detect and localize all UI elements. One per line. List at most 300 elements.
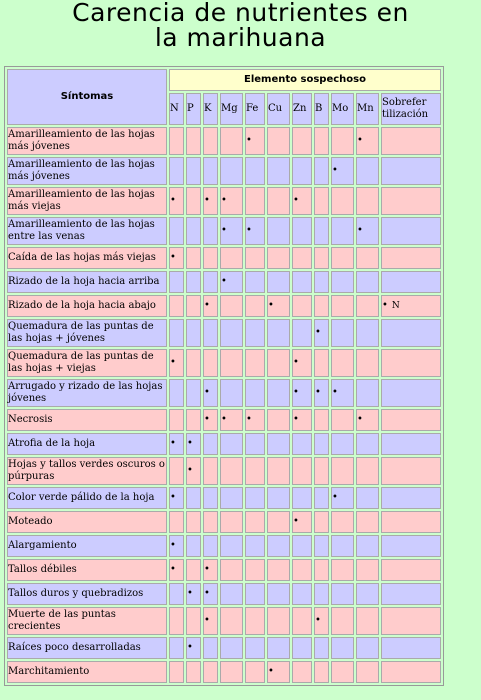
table-row <box>7 157 441 185</box>
mark-cell <box>220 511 243 533</box>
symptom-label: Tallos débiles <box>7 559 167 581</box>
mark-cell <box>169 607 184 635</box>
mark-cell <box>220 637 243 659</box>
mark-cell <box>267 661 290 683</box>
symptom-label: Muerte de las puntas crecientes <box>7 607 167 635</box>
mark-cell <box>314 127 329 155</box>
symptom-label: Raíces poco desarrolladas <box>7 637 167 659</box>
mark-cell <box>292 607 312 635</box>
mark-dot: • <box>221 225 227 236</box>
mark-cell <box>169 637 184 659</box>
mark-cell <box>331 187 354 215</box>
mark-cell <box>331 217 354 245</box>
mark-cell <box>203 535 218 557</box>
mark-cell <box>186 559 201 581</box>
mark-cell <box>220 409 243 431</box>
symptom-label: Hojas y tallos verdes oscuros o púrpuras <box>7 457 167 485</box>
mark-cell <box>292 349 312 377</box>
mark-cell <box>331 247 354 269</box>
mark-cell <box>356 319 379 347</box>
table-row <box>7 127 441 155</box>
symptom-label: Marchitamiento <box>7 661 167 683</box>
mark-dot: • <box>293 387 299 398</box>
table-row <box>7 607 441 635</box>
mark-dot: • <box>293 516 299 527</box>
mark-cell <box>314 607 329 635</box>
mark-cell <box>186 487 201 509</box>
mark-cell <box>267 559 290 581</box>
mark-cell <box>220 217 243 245</box>
mark-cell <box>292 433 312 455</box>
mark-cell <box>220 379 243 407</box>
mark-cell <box>356 661 379 683</box>
column-header: Zn <box>292 93 312 125</box>
mark-cell <box>267 187 290 215</box>
mark-cell <box>203 511 218 533</box>
mark-cell <box>169 433 184 455</box>
mark-cell <box>331 157 354 185</box>
mark-cell <box>186 379 201 407</box>
mark-cell <box>203 247 218 269</box>
mark-cell <box>186 637 201 659</box>
mark-cell <box>314 217 329 245</box>
mark-dot: • <box>293 357 299 368</box>
mark-cell <box>356 379 379 407</box>
column-header: Cu <box>267 93 290 125</box>
mark-dot: • <box>332 387 338 398</box>
mark-cell <box>169 379 184 407</box>
mark-cell <box>381 379 441 407</box>
symptom-label: Atrofia de la hoja <box>7 433 167 455</box>
symptom-label: Necrosis <box>7 409 167 431</box>
mark-dot: • <box>204 300 210 311</box>
mark-cell <box>245 661 265 683</box>
symptom-label: Tallos duros y quebradizos <box>7 583 167 605</box>
mark-cell <box>381 583 441 605</box>
mark-cell <box>314 535 329 557</box>
mark-dot: • <box>170 438 176 449</box>
table-row <box>7 409 441 431</box>
mark-cell <box>245 511 265 533</box>
mark-cell <box>331 295 354 317</box>
mark-cell <box>169 271 184 293</box>
mark-cell <box>381 511 441 533</box>
mark-cell <box>267 157 290 185</box>
mark-cell <box>267 607 290 635</box>
mark-dot: • <box>293 195 299 206</box>
mark-dot: • <box>221 195 227 206</box>
mark-cell <box>314 583 329 605</box>
mark-dot: • <box>357 225 363 236</box>
mark-cell <box>314 637 329 659</box>
table-row <box>7 379 441 407</box>
mark-cell <box>314 319 329 347</box>
mark-dot: • <box>170 357 176 368</box>
mark-cell <box>245 487 265 509</box>
mark-cell <box>245 349 265 377</box>
mark-dot: • <box>170 564 176 575</box>
mark-cell <box>169 127 184 155</box>
mark-cell <box>203 661 218 683</box>
mark-dot: • <box>187 642 193 653</box>
mark-cell <box>169 157 184 185</box>
mark-cell <box>356 127 379 155</box>
mark-cell <box>220 457 243 485</box>
mark-cell <box>292 583 312 605</box>
mark-cell <box>245 607 265 635</box>
table-row <box>7 559 441 581</box>
mark-cell <box>186 433 201 455</box>
mark-cell <box>381 457 441 485</box>
mark-dot: • <box>187 438 193 449</box>
mark-cell <box>331 583 354 605</box>
table-row <box>7 271 441 293</box>
mark-cell <box>220 187 243 215</box>
mark-cell <box>267 457 290 485</box>
mark-cell <box>356 535 379 557</box>
mark-cell <box>331 127 354 155</box>
mark-cell <box>356 583 379 605</box>
page-title-line-1: Carencia de nutrientes en <box>72 0 409 27</box>
mark-cell <box>203 637 218 659</box>
symptom-label: Quemadura de las puntas de las hojas + jóvenes <box>7 319 167 347</box>
table-row <box>7 217 441 245</box>
mark-dot: • <box>204 195 210 206</box>
mark-cell <box>381 349 441 377</box>
mark-cell <box>314 457 329 485</box>
mark-cell <box>203 379 218 407</box>
mark-cell <box>267 271 290 293</box>
table-row <box>7 637 441 659</box>
mark-cell <box>169 487 184 509</box>
mark-cell <box>186 511 201 533</box>
mark-cell <box>331 349 354 377</box>
mark-cell <box>169 217 184 245</box>
mark-cell <box>169 247 184 269</box>
mark-cell <box>292 559 312 581</box>
mark-dot: • <box>246 225 252 236</box>
mark-cell <box>331 379 354 407</box>
mark-cell <box>245 535 265 557</box>
mark-dot: • <box>170 492 176 503</box>
mark-cell <box>292 187 312 215</box>
mark-cell <box>331 319 354 347</box>
mark-dot: • <box>357 135 363 146</box>
mark-cell <box>203 607 218 635</box>
mark-cell <box>245 559 265 581</box>
table-row <box>7 661 441 683</box>
mark-cell <box>245 433 265 455</box>
mark-cell <box>331 607 354 635</box>
mark-cell <box>331 457 354 485</box>
mark-cell <box>203 127 218 155</box>
symptom-label: Color verde pálido de la hoja <box>7 487 167 509</box>
column-header: Mn <box>356 93 379 125</box>
mark-cell <box>186 157 201 185</box>
mark-cell <box>169 661 184 683</box>
mark-cell <box>356 511 379 533</box>
mark-dot: • <box>293 414 299 425</box>
mark-dot: • <box>204 615 210 626</box>
mark-dot: • <box>268 300 274 311</box>
mark-cell <box>245 247 265 269</box>
nutrient-deficiency-table <box>4 66 444 686</box>
mark-dot: • <box>332 165 338 176</box>
mark-dot: • <box>332 492 338 503</box>
mark-cell <box>314 247 329 269</box>
mark-cell <box>186 661 201 683</box>
mark-cell <box>267 535 290 557</box>
column-header: Mg <box>220 93 243 125</box>
mark-cell <box>267 637 290 659</box>
column-header: K <box>203 93 218 125</box>
symptom-label: Caída de las hojas más viejas <box>7 247 167 269</box>
mark-cell <box>169 583 184 605</box>
mark-dot: • <box>357 414 363 425</box>
mark-cell <box>267 583 290 605</box>
mark-cell <box>267 127 290 155</box>
column-header: N <box>169 93 184 125</box>
table-row <box>7 247 441 269</box>
table-row <box>7 535 441 557</box>
mark-cell <box>314 271 329 293</box>
mark-cell <box>314 379 329 407</box>
mark-dot: • <box>187 588 193 599</box>
mark-cell <box>381 127 441 155</box>
mark-dot: • <box>221 276 227 287</box>
mark-cell <box>220 271 243 293</box>
symptom-label: Amarilleamiento de las hojas más jóvenes <box>7 157 167 185</box>
mark-cell <box>267 379 290 407</box>
mark-dot: • <box>246 414 252 425</box>
mark-cell <box>292 319 312 347</box>
mark-cell <box>267 349 290 377</box>
mark-cell <box>331 487 354 509</box>
mark-cell <box>245 127 265 155</box>
symptom-label: Alargamiento <box>7 535 167 557</box>
symptom-label: Quemadura de las puntas de las hojas + viejas <box>7 349 167 377</box>
mark-cell <box>314 511 329 533</box>
mark-cell <box>381 187 441 215</box>
mark-cell <box>220 535 243 557</box>
mark-cell <box>331 661 354 683</box>
mark-cell <box>381 433 441 455</box>
mark-cell <box>314 559 329 581</box>
mark-dot: • <box>170 195 176 206</box>
table-row <box>7 319 441 347</box>
mark-cell <box>186 535 201 557</box>
mark-cell <box>203 295 218 317</box>
mark-cell <box>356 487 379 509</box>
mark-cell <box>169 319 184 347</box>
mark-cell <box>331 511 354 533</box>
mark-dot: • <box>315 327 321 338</box>
mark-cell <box>245 271 265 293</box>
mark-cell <box>186 349 201 377</box>
mark-cell <box>292 127 312 155</box>
mark-cell <box>203 583 218 605</box>
table-row <box>7 433 441 455</box>
mark-cell <box>220 157 243 185</box>
mark-cell <box>292 637 312 659</box>
mark-dot: • <box>315 615 321 626</box>
symptom-label: Amarilleamiento de las hojas más viejas <box>7 187 167 215</box>
mark-cell <box>381 487 441 509</box>
mark-dot: • <box>221 414 227 425</box>
symptom-label: Arrugado y rizado de las hojas jóvenes <box>7 379 167 407</box>
mark-cell <box>381 661 441 683</box>
column-header: B <box>314 93 329 125</box>
mark-cell <box>381 559 441 581</box>
symptom-label: Rizado de la hoja hacia abajo <box>7 295 167 317</box>
mark-cell <box>186 607 201 635</box>
mark-cell <box>356 559 379 581</box>
table-row <box>7 349 441 377</box>
mark-cell <box>356 295 379 317</box>
symptoms-header: Síntomas <box>7 69 167 125</box>
mark-cell <box>186 217 201 245</box>
mark-cell <box>314 157 329 185</box>
mark-cell <box>220 295 243 317</box>
mark-cell <box>331 535 354 557</box>
mark-cell <box>169 559 184 581</box>
mark-dot: • <box>246 135 252 146</box>
mark-cell <box>292 535 312 557</box>
mark-cell <box>292 157 312 185</box>
mark-cell <box>331 637 354 659</box>
mark-cell <box>267 433 290 455</box>
mark-cell <box>203 433 218 455</box>
mark-dot: • <box>204 414 210 425</box>
table-row <box>7 583 441 605</box>
mark-cell <box>381 271 441 293</box>
mark-cell <box>267 409 290 431</box>
mark-cell <box>292 661 312 683</box>
mark-cell <box>292 295 312 317</box>
mark-cell <box>245 187 265 215</box>
column-header: Sobrefer tilización <box>381 93 441 125</box>
mark-cell <box>186 457 201 485</box>
mark-cell <box>292 379 312 407</box>
table-row <box>7 295 441 317</box>
mark-cell <box>245 379 265 407</box>
column-header: Mo <box>331 93 354 125</box>
page-title-line-2: la marihuana <box>154 23 327 52</box>
table-row <box>7 187 441 215</box>
column-header: P <box>186 93 201 125</box>
mark-cell <box>314 409 329 431</box>
symptom-label: Amarilleamiento de las hojas más jóvenes <box>7 127 167 155</box>
mark-cell <box>245 457 265 485</box>
mark-cell <box>169 511 184 533</box>
mark-dot: • <box>268 666 274 677</box>
element-header: Elemento sospechoso <box>169 69 441 91</box>
mark-cell <box>381 409 441 431</box>
mark-cell <box>381 295 441 317</box>
mark-cell <box>169 535 184 557</box>
mark-cell <box>267 295 290 317</box>
mark-cell <box>245 637 265 659</box>
mark-cell <box>267 319 290 347</box>
mark-cell <box>220 349 243 377</box>
mark-cell <box>314 349 329 377</box>
mark-cell <box>186 187 201 215</box>
mark-cell <box>292 457 312 485</box>
mark-cell <box>220 559 243 581</box>
mark-cell <box>203 487 218 509</box>
page-title <box>0 0 481 64</box>
mark-cell <box>292 511 312 533</box>
column-header: Fe <box>245 93 265 125</box>
mark-cell <box>356 457 379 485</box>
mark-cell <box>292 409 312 431</box>
mark-cell <box>245 217 265 245</box>
mark-cell <box>203 319 218 347</box>
mark-cell <box>356 157 379 185</box>
mark-cell <box>245 409 265 431</box>
mark-cell <box>314 487 329 509</box>
table-row <box>7 487 441 509</box>
mark-cell <box>220 661 243 683</box>
mark-cell <box>267 217 290 245</box>
mark-cell <box>267 511 290 533</box>
symptom-label: Rizado de la hoja hacia arriba <box>7 271 167 293</box>
mark-cell <box>314 433 329 455</box>
mark-cell <box>245 295 265 317</box>
mark-cell <box>356 217 379 245</box>
mark-cell <box>169 457 184 485</box>
mark-cell <box>203 157 218 185</box>
mark-dot: • <box>204 564 210 575</box>
mark-dot: • <box>382 300 388 311</box>
mark-dot: • <box>187 465 193 476</box>
mark-cell <box>267 247 290 269</box>
mark-cell <box>356 247 379 269</box>
mark-cell <box>331 271 354 293</box>
mark-cell <box>381 607 441 635</box>
mark-cell <box>356 271 379 293</box>
mark-cell <box>356 349 379 377</box>
symptom-label: Amarilleamiento de las hojas entre las venas <box>7 217 167 245</box>
mark-cell <box>245 157 265 185</box>
mark-cell <box>186 295 201 317</box>
mark-cell <box>356 637 379 659</box>
mark-cell <box>331 433 354 455</box>
mark-cell <box>267 487 290 509</box>
mark-cell <box>220 487 243 509</box>
mark-cell <box>381 247 441 269</box>
mark-cell <box>169 409 184 431</box>
mark-cell <box>186 319 201 347</box>
mark-cell <box>314 187 329 215</box>
mark-cell <box>169 349 184 377</box>
mark-cell <box>220 607 243 635</box>
mark-cell <box>169 295 184 317</box>
mark-cell <box>331 409 354 431</box>
mark-cell <box>356 409 379 431</box>
table-row <box>7 457 441 485</box>
mark-cell <box>186 409 201 431</box>
mark-cell <box>292 217 312 245</box>
mark-cell <box>245 583 265 605</box>
mark-cell <box>356 187 379 215</box>
mark-cell <box>203 349 218 377</box>
mark-cell <box>203 457 218 485</box>
mark-cell <box>292 271 312 293</box>
symptom-label: Moteado <box>7 511 167 533</box>
mark-cell <box>314 661 329 683</box>
mark-cell <box>186 583 201 605</box>
